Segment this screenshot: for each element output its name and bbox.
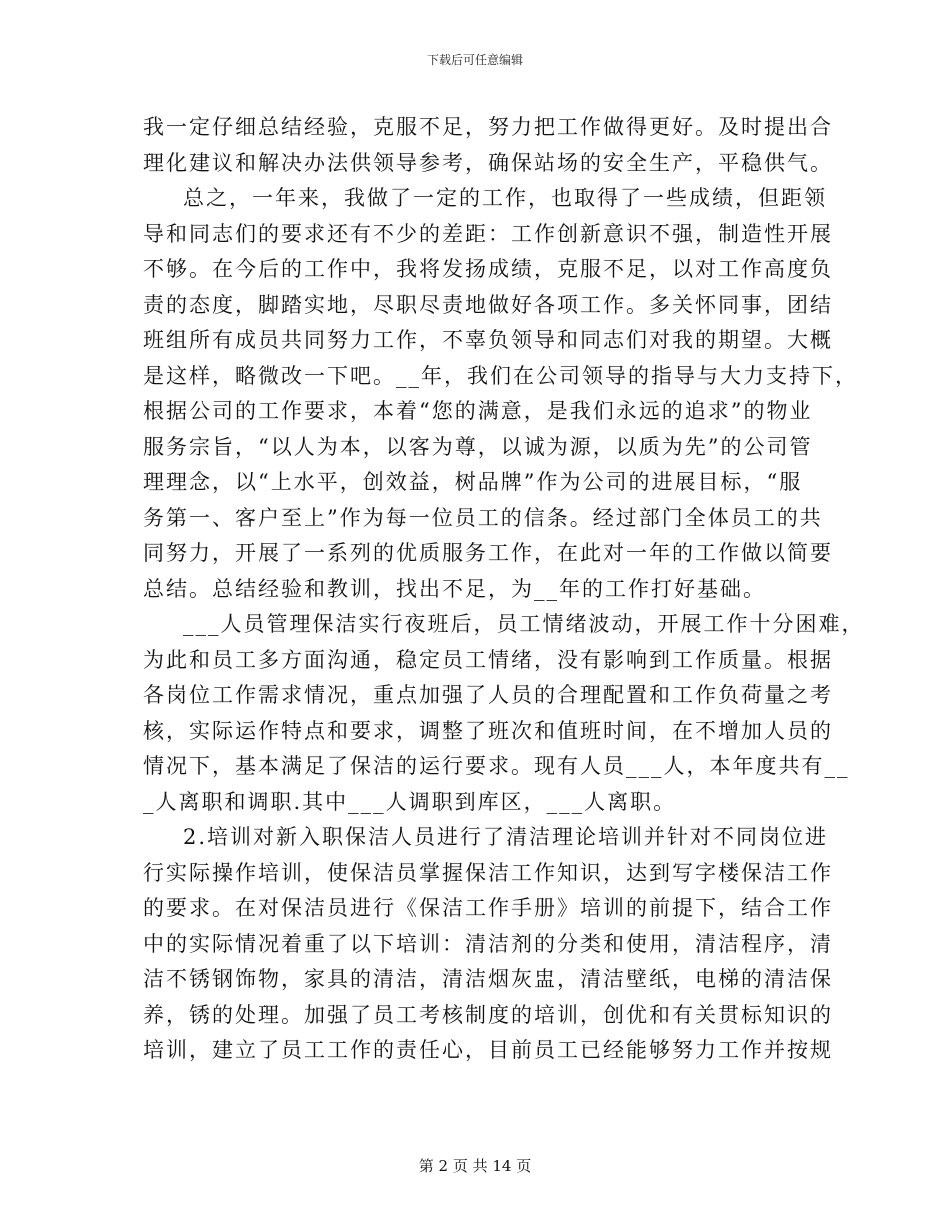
text-line: 理化建议和解决办法供领导参考，确保站场的安全生产，平稳供气。	[143, 150, 833, 175]
paragraph-2	[143, 181, 858, 607]
document-body	[143, 110, 865, 1069]
text-line: 责的态度，脚踏实地，尽职尽责地做好各项工作。多关怀同事，团结	[143, 292, 833, 317]
text-line: 洁不锈钢饰物，家具的清洁，清洁烟灰盅，清洁壁纸，电梯的清洁保	[143, 967, 833, 991]
text-line: 同努力，开展了一系列的优质服务工作，在此对一年的工作做以简要	[143, 541, 833, 565]
text-line: 养，锈的处理。加强了员工考核制度的培训，创优和有关贯标知识的	[143, 1002, 833, 1027]
text-line: 总结。总结经验和教训，找出不足，为__年的工作打好基础。	[143, 576, 766, 601]
text-line: 总之，一年来，我做了一定的工作，也取得了一些成绩，但距领	[183, 186, 827, 210]
text-line: 2.培训对新入职保洁人员进行了清洁理论培训并针对不同岗位进	[183, 825, 829, 849]
text-line: 中的实际情况着重了以下培训：清洁剂的分类和使用，清洁程序，清	[143, 931, 833, 956]
paragraph-1	[143, 110, 833, 181]
text-line: 务第一、客户至上”作为每一位员工的信条。经过部门全体员工的共	[143, 505, 823, 530]
text-line: 为此和员工多方面沟通，稳定员工情绪，没有影响到工作质量。根据	[143, 647, 833, 672]
text-line: ___人员管理保洁实行夜班后，员工情绪波动，开展工作十分困难，	[183, 612, 865, 636]
text-line: 核，实际运作特点和要求，调整了班次和值班时间，在不增加人员的	[143, 718, 833, 743]
text-line: 培训，建立了员工工作的责任心，目前员工已经能够努力工作并按规	[143, 1038, 833, 1062]
paragraph-3	[143, 607, 865, 820]
text-line: 的要求。在对保洁员进行《保洁工作手册》培训的前提下，结合工作	[143, 896, 833, 920]
text-line: 行实际操作培训，使保洁员掌握保洁工作知识，达到写字楼保洁工作	[143, 860, 833, 885]
text-line: 导和同志们的要求还有不少的差距：工作创新意识不强，制造性开展	[143, 221, 833, 246]
text-line: 根据公司的工作要求，本着“您的满意，是我们永远的追求”的物业	[143, 399, 813, 423]
text-line: 班组所有成员共同努力工作，不辜负领导和同志们对我的期望。大概	[143, 328, 833, 352]
text-line: 我一定仔细总结经验，克服不足，努力把工作做得更好。及时提出合	[143, 115, 833, 139]
paragraph-4	[143, 820, 833, 1069]
page-header-note: 下载后可任意编辑	[426, 53, 523, 67]
text-line: _人离职和调职.其中___人调职到库区，___人离职。	[143, 789, 677, 814]
page-number-footer: 第 2 页 共 14 页	[418, 1157, 532, 1175]
text-line: 是这样，略微改一下吧。__年，我们在公司领导的指导与大力支持下，	[143, 363, 858, 388]
text-line: 理理念，以“上水平，创效益，树品牌”作为公司的进展目标，“服	[143, 470, 803, 494]
text-line: 各岗位工作需求情况，重点加强了人员的合理配置和工作负荷量之考	[143, 683, 833, 707]
text-line: 不够。在今后的工作中，我将发扬成绩，克服不足，以对工作高度负	[143, 257, 833, 281]
text-line: 情况下，基本满足了保洁的运行要求。现有人员___人，本年度共有__	[143, 754, 850, 778]
text-line: 服务宗旨，“以人为本，以客为尊，以诚为源，以质为先”的公司管	[143, 434, 813, 459]
